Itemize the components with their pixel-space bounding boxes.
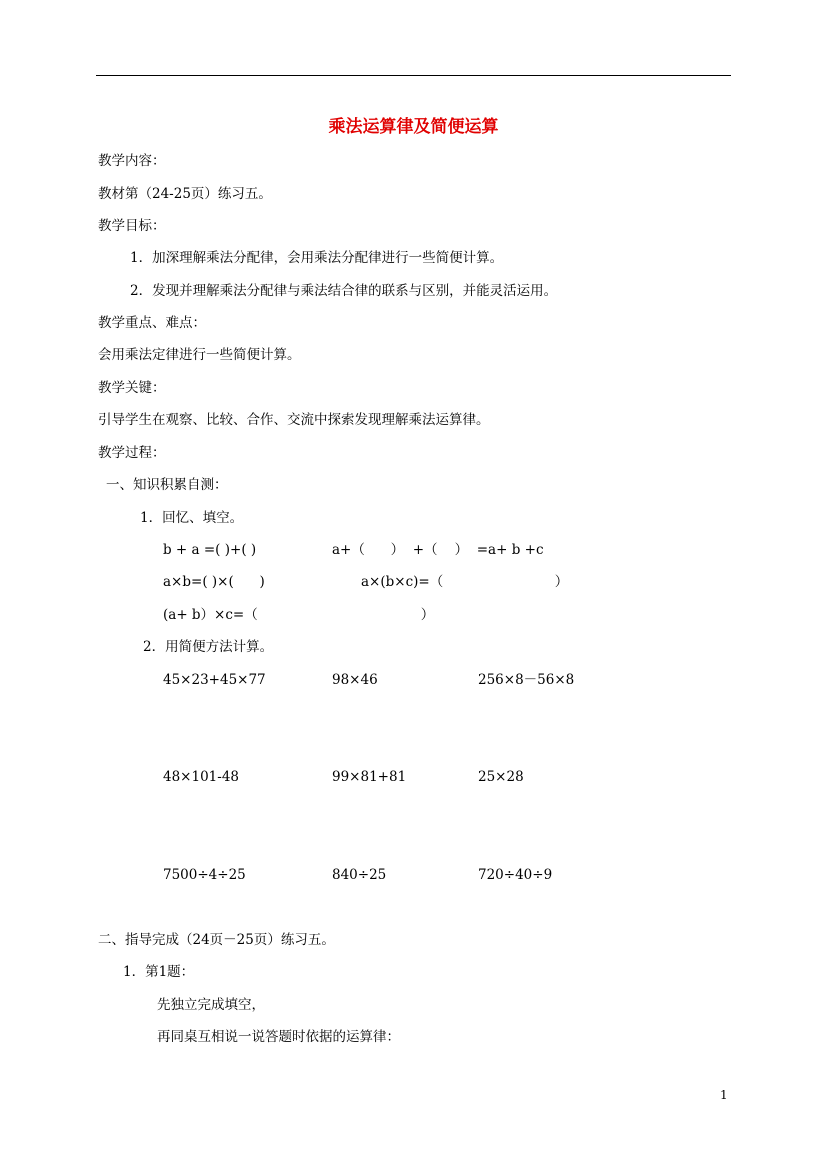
blank-formula-2: a+（ ） +（ ） =a+ b +c: [332, 542, 544, 558]
exercise-cell: 7500÷4÷25: [163, 867, 246, 883]
goal-item-1: 1．加深理解乘法分配律，会用乘法分配律进行一些简便计算。: [130, 250, 504, 266]
item-simple-calc: 2．用简便方法计算。: [143, 639, 274, 655]
section-1-heading: 一、知识积累自测：: [106, 477, 228, 493]
exercise-cell: 48×101-48: [163, 769, 239, 785]
blank-formula-1: b + a =( )+( ): [163, 542, 257, 558]
exercise-cell: 99×81+81: [332, 769, 407, 785]
blank-formula-3: a×b=( )×( ): [163, 574, 265, 590]
heading-key: 教学关键：: [98, 380, 166, 396]
blank-formula-4: a×(b×c)=（ ）: [361, 574, 569, 590]
instruction-1: 先独立完成填空，: [157, 997, 265, 1013]
exercise-cell: 720÷40÷9: [478, 867, 553, 883]
exercise-cell: 256×8－56×8: [478, 672, 575, 688]
heading-process: 教学过程：: [98, 445, 166, 461]
page-title: 乘法运算律及简便运算: [328, 117, 499, 137]
heading-content: 教学内容：: [98, 153, 166, 169]
text-content: 教材第（24-25页）练习五。: [98, 186, 272, 202]
exercise-cell: 840÷25: [332, 867, 387, 883]
instruction-2: 再同桌互相说一说答题时依据的运算律：: [157, 1029, 400, 1045]
exercise-cell: 25×28: [478, 769, 524, 785]
page-number: 1: [720, 1088, 728, 1102]
text-key-points: 会用乘法定律进行一些简便计算。: [98, 347, 301, 363]
blank-formula-5: (a+ b）×c=（ ）: [163, 607, 435, 623]
section-2-heading: 二、指导完成（24页－25页）练习五。: [98, 932, 335, 948]
exercise-cell: 45×23+45×77: [163, 672, 266, 688]
header-rule: [96, 75, 731, 76]
exercise-cell: 98×46: [332, 672, 378, 688]
item-recall: 1．回忆、填空。: [140, 510, 244, 526]
goal-item-2: 2．发现并理解乘法分配律与乘法结合律的联系与区别，并能灵活运用。: [130, 283, 558, 299]
heading-goals: 教学目标：: [98, 218, 166, 234]
heading-key-points: 教学重点、难点：: [98, 315, 206, 331]
text-key: 引导学生在观察、比较、合作、交流中探索发现理解乘法运算律。: [98, 412, 490, 428]
item-question-1: 1．第1题：: [123, 964, 195, 980]
